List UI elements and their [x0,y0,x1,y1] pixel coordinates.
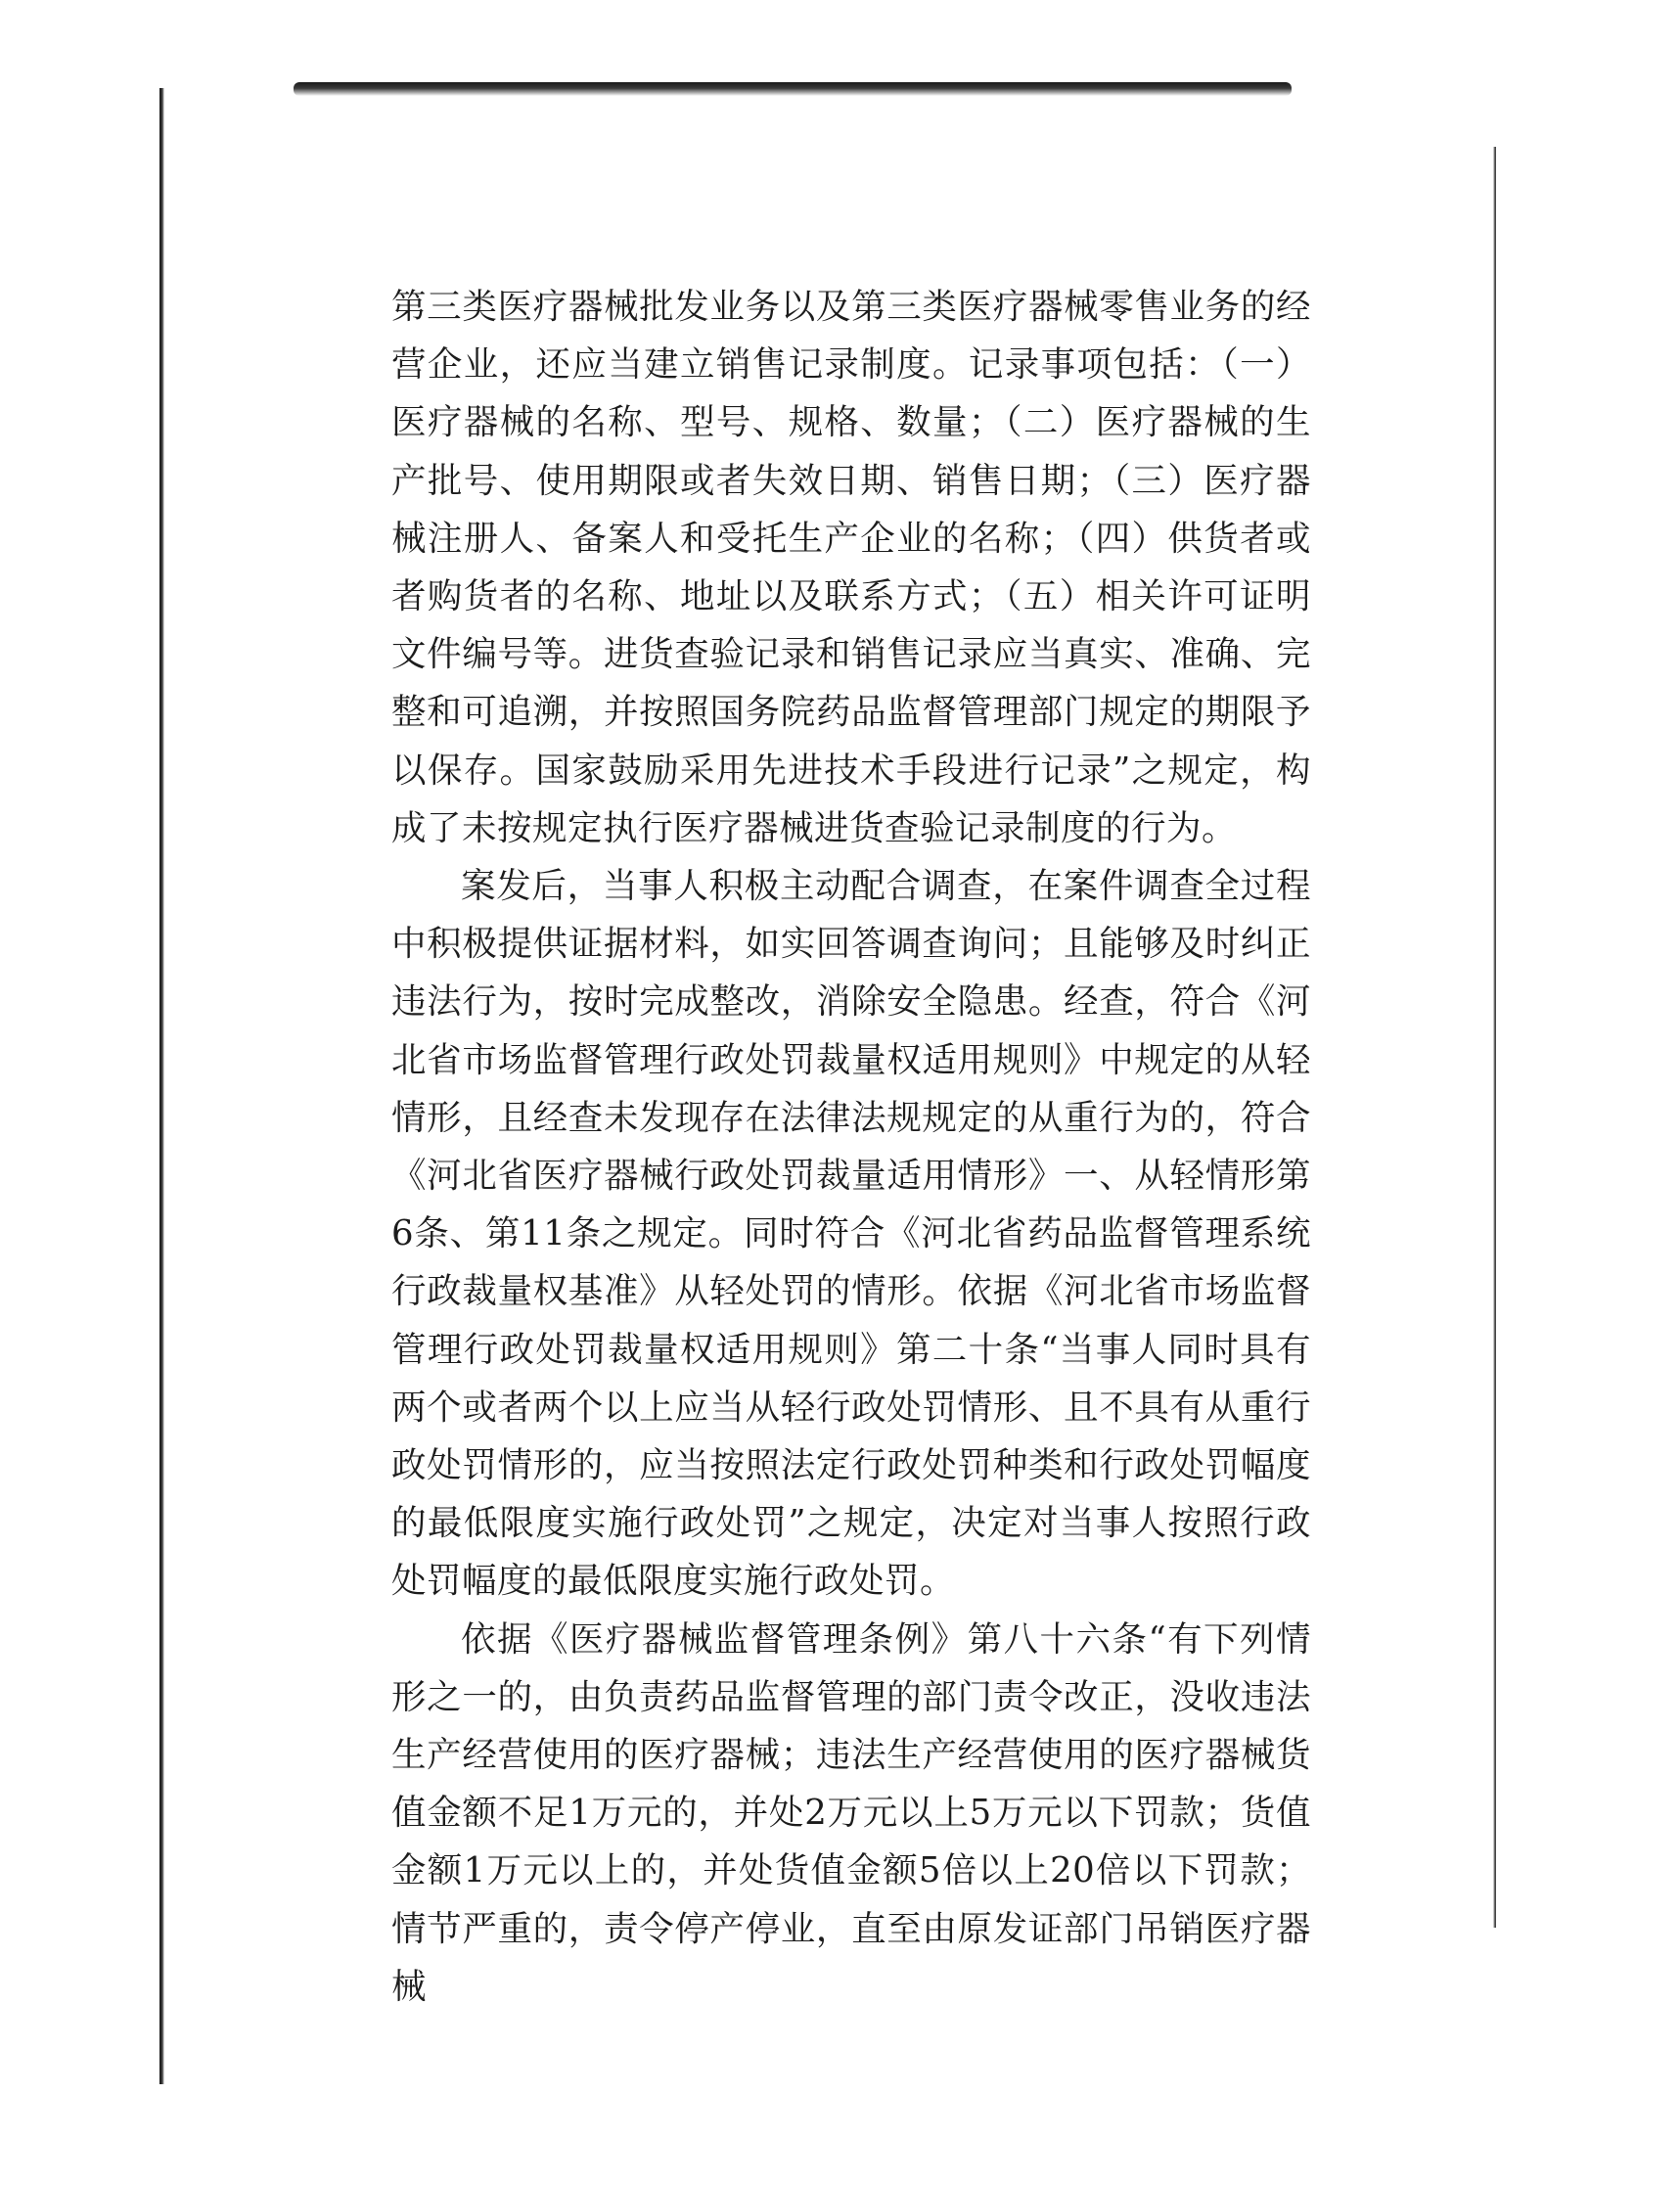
paragraph-mitigating-circumstances: 案发后，当事人积极主动配合调查，在案件调查全过程中积极提供证据材料，如实回答调查询问；且能够及时纠正违法行为，按时完成整改，消除安全隐患。经查，符合《河北省市场监督管理行政处罚裁量权适用规则》中规定的从轻情形，且经查未发现存在法律法规规定的从重行为的，符合《河北省医疗器械行政处罚裁量适用情形》一、从轻情形第6条、第11条之规定。同时符合《河北省药品监督管理系统行政裁量权基准》从轻处罚的情形。依据《河北省市场监督管理行政处罚裁量权适用规则》第二十条“当事人同时具有两个或者两个以上应当从轻行政处罚情形、且不具有从重行政处罚情形的，应当按照法定行政处罚种类和行政处罚幅度的最低限度实施行政处罚”之规定，决定对当事人按照行政处罚幅度的最低限度实施行政处罚。 [391,866,1311,1602]
scan-right-edge [1493,147,1496,1928]
scan-top-shadow [294,82,1292,96]
document-body [391,278,1311,2016]
paragraph-sales-record-continuation: 第三类医疗器械批发业务以及第三类医疗器械零售业务的经营企业，还应当建立销售记录制度。记录事项包括：（一）医疗器械的名称、型号、规格、数量；（二）医疗器械的生产批号、使用期限或者失效日期、销售日期；（三）医疗器械注册人、备案人和受托生产企业的名称；（四）供货者或者购货者的名称、地址以及联系方式；（五）相关许可证明文件编号等。进货查验记录和销售记录应当真实、准确、完整和可追溯，并按照国务院药品监督管理部门规定的期限予以保存。国家鼓励采用先进技术手段进行记录”之规定，构成了未按规定执行医疗器械进货查验记录制度的行为。 [391,287,1311,848]
scan-left-edge [159,88,164,2084]
paragraph-legal-basis: 依据《医疗器械监督管理条例》第八十六条“有下列情形之一的，由负责药品监督管理的部门责令改正，没收违法生产经营使用的医疗器械；违法生产经营使用的医疗器械货值金额不足1万元的，并处2万元以上5万元以下罚款；货值金额1万元以上的，并处货值金额5倍以上20倍以下罚款；情节严重的，责令停产停业，直至由原发证部门吊销医疗器械 [391,1618,1311,2007]
